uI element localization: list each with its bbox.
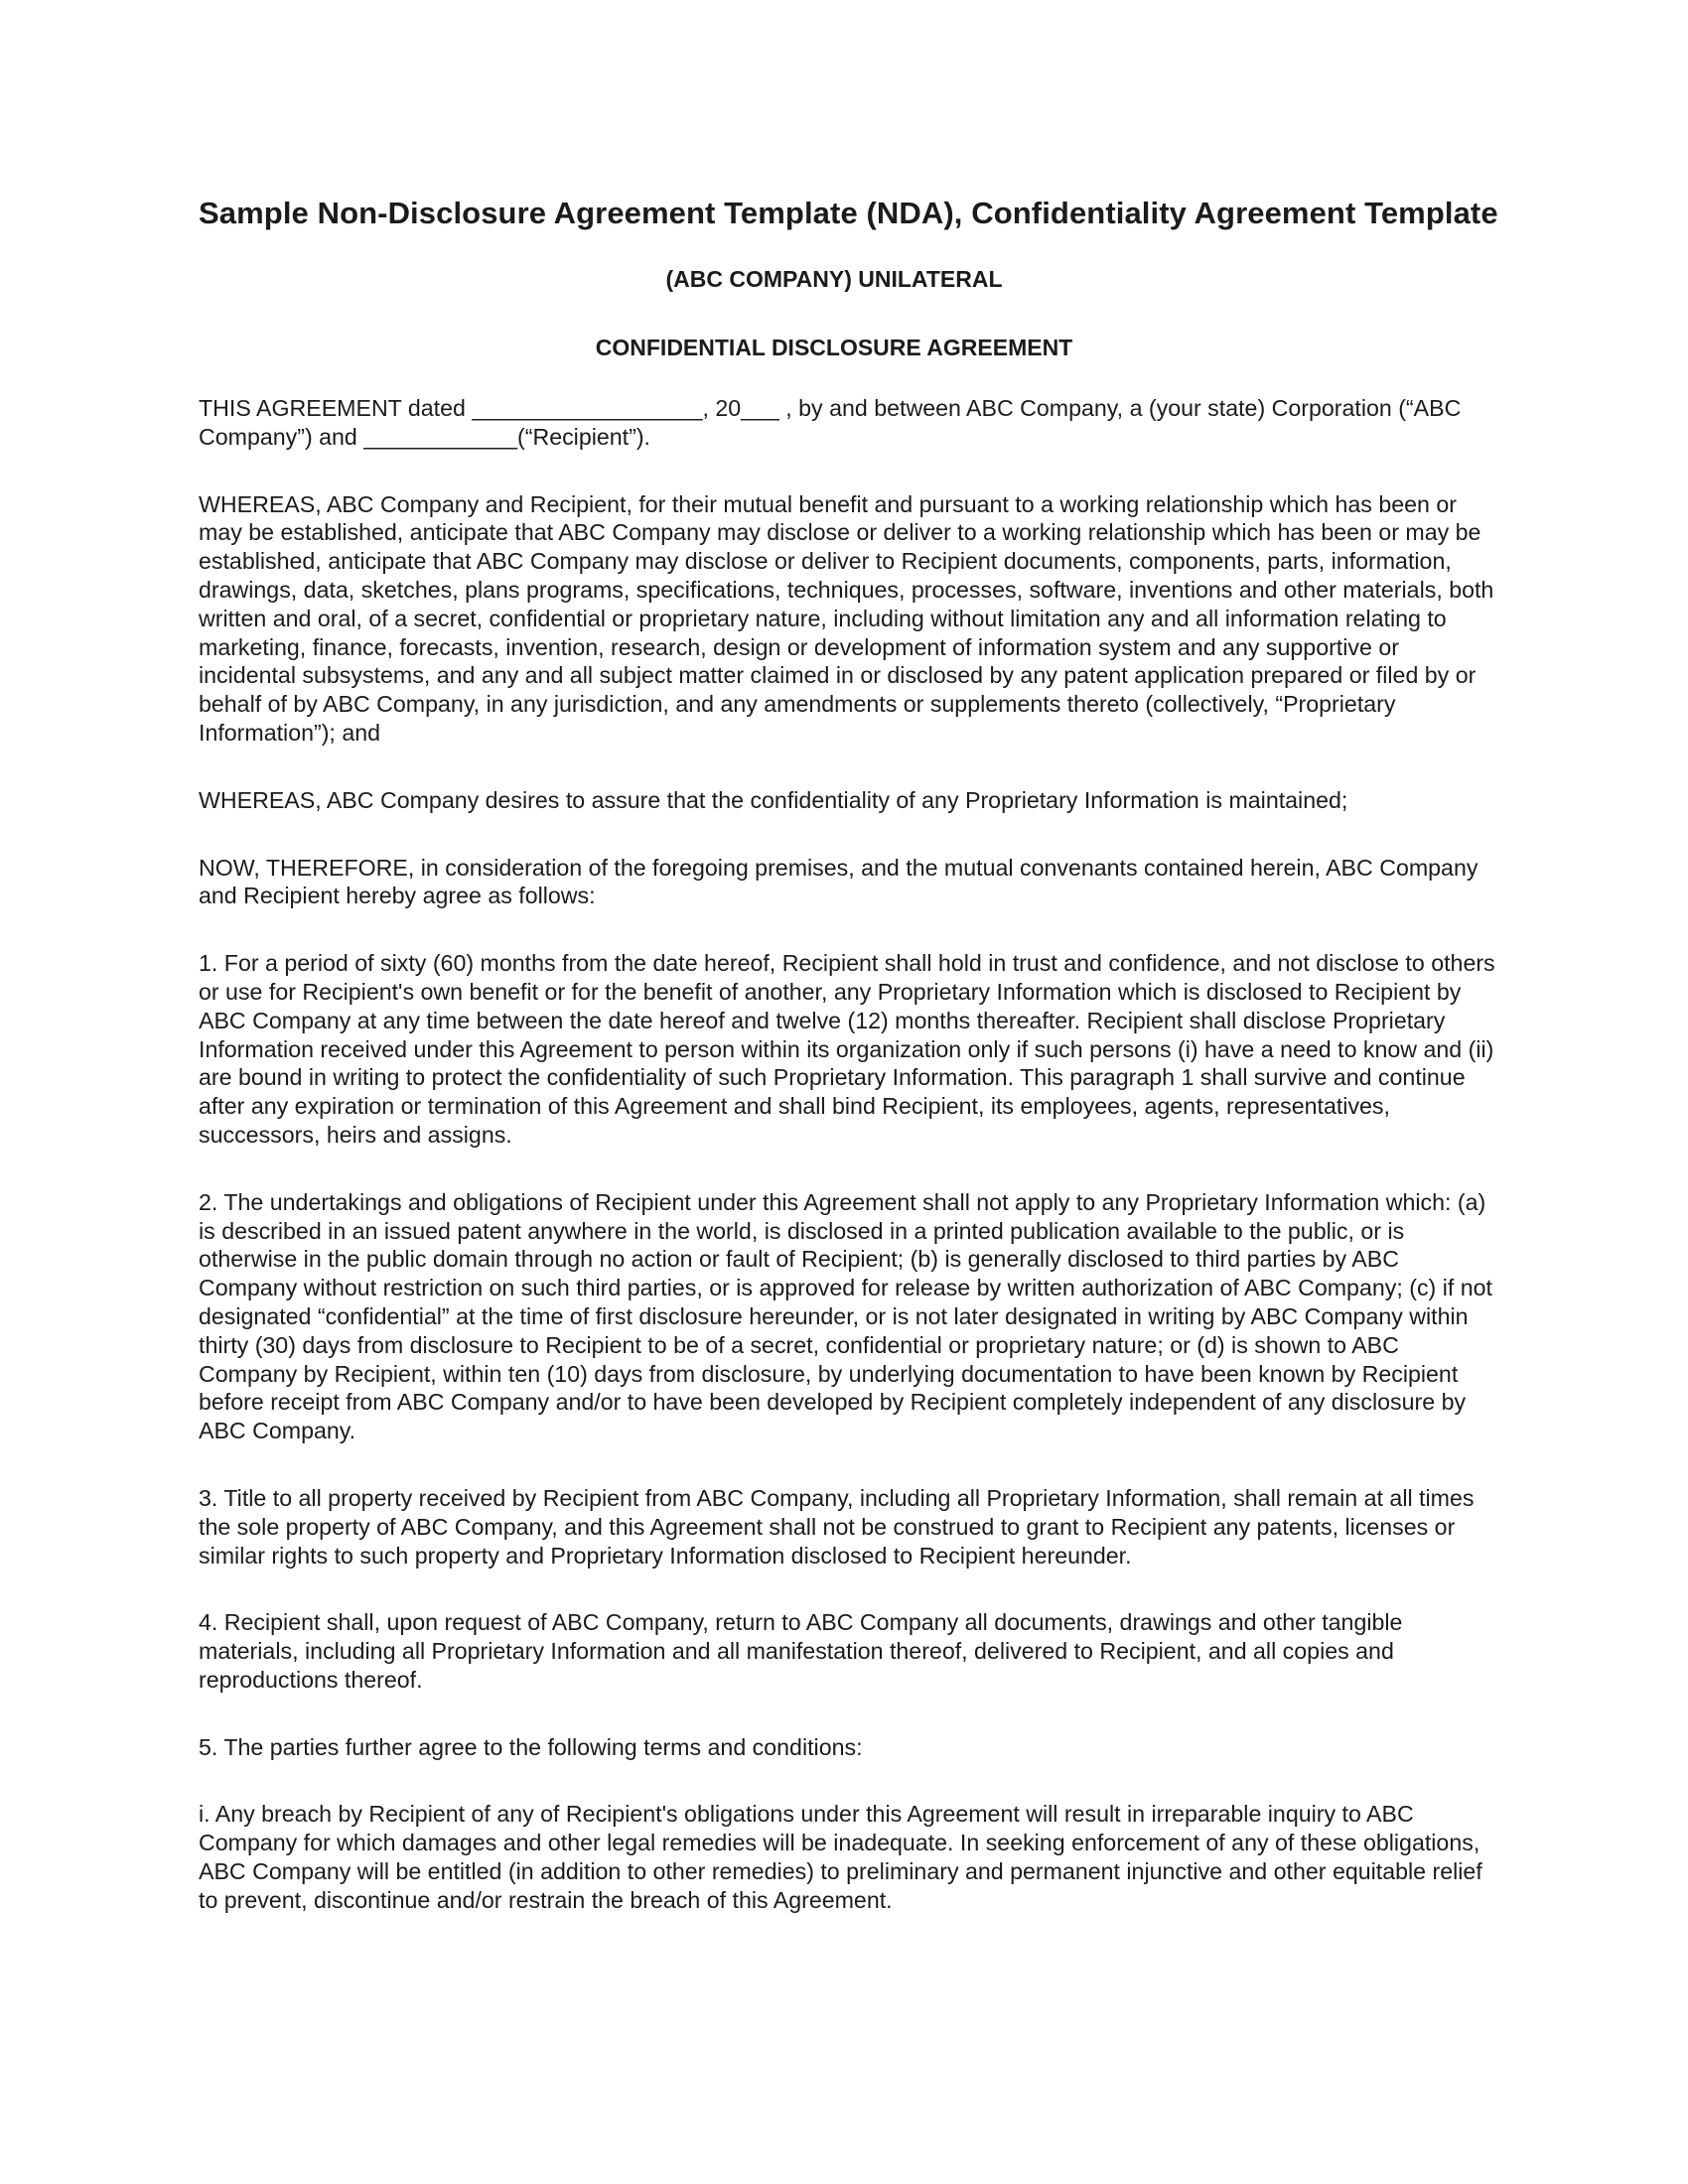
paragraph-clause-5-i: i. Any breach by Recipient of any of Recipient's obligations under this Agreement will result in irreparable inquiry to ABC Company for which damages and other legal remedies will be inadequate. In seeking enforcement of any of these obligations, ABC Company will be entitled (in addition to other remedies) to preliminary and permanent injunctive and other equitable relief to prevent, discontinue and/or restrain the breach of this Agreement.	[199, 1801, 1482, 1913]
document-title: Sample Non-Disclosure Agreement Template (NDA), Confidentiality Agreement Template	[199, 196, 1498, 230]
paragraph-clause-4: 4. Recipient shall, upon request of ABC Company, return to ABC Company all documents, drawings and other tangible materials, including all Proprietary Information and all manifestation thereof, delivered to Recipient, and all copies and reproductions thereof.	[199, 1609, 1403, 1693]
agreement-heading-confidential: CONFIDENTIAL DISCLOSURE AGREEMENT	[595, 335, 1073, 360]
paragraph-whereas-1: WHEREAS, ABC Company and Recipient, for their mutual benefit and pursuant to a working relationship which has been or may be established, anticipate that ABC Company may disclose or deliver to a working relationship which has been or may be established, anticipate that ABC Company may disclose or deliver to Recipient documents, components, parts, information, drawings, data, sketches, plans programs, specifications, techniques, processes, software, inventions and other materials, both written and oral, of a secret, confidential or proprietary nature, including without limitation any and all information relating to marketing, finance, forecasts, invention, research, design or development of information system and any supportive or incidental subsystems, and any and all subject matter claimed in or disclosed by any patent application prepared or filed by or behalf of by ABC Company, in any jurisdiction, and any amendments or supplements thereto (collectively, “Proprietary Information”); and	[199, 490, 1494, 746]
agreement-heading-unilateral: (ABC COMPANY) UNILATERAL	[665, 266, 1003, 292]
paragraph-clause-2: 2. The undertakings and obligations of Recipient under this Agreement shall not apply to any Proprietary Information which: (a) is described in an issued patent anywhere in the world, is disclosed in a printed publication available to the public, or is otherwise in the public domain through no action or fault of Recipient; (b) is generally disclosed to third parties by ABC Company without restriction on such third parties, or is approved for release by written authorization of ABC Company; (c) if not designated “confidential” at the time of first disclosure hereunder, or is not later designated in writing by ABC Company within thirty (30) days from disclosure to Recipient to be of a secret, confidential or proprietary nature; or (d) is shown to ABC Company by Recipient, within ten (10) days from disclosure, by underlying documentation to have been known by Recipient before receipt from ABC Company and/or to have been developed by Recipient completely independent of any disclosure by ABC Company.	[199, 1188, 1492, 1444]
document-page	[199, 195, 1499, 1954]
paragraph-clause-1: 1. For a period of sixty (60) months from the date hereof, Recipient shall hold in trust and confidence, and not disclose to others or use for Recipient's own benefit or for the benefit of another, any Proprietary Information which is disclosed to Recipient by ABC Company at any time between the date hereof and twelve (12) months thereafter. Recipient shall disclose Proprietary Information received under this Agreement to person within its organization only if such persons (i) have a need to know and (ii) are bound in writing to protect the confidentiality of such Proprietary Information. This paragraph 1 shall survive and continue after any expiration or termination of this Agreement and shall bind Recipient, its employees, agents, representatives, successors, heirs and assigns.	[199, 950, 1495, 1148]
paragraph-whereas-2: WHEREAS, ABC Company desires to assure that the confidentiality of any Proprietary Information is maintained;	[199, 786, 1348, 813]
paragraph-clause-5: 5. The parties further agree to the following terms and conditions:	[199, 1733, 863, 1760]
paragraph-clause-3: 3. Title to all property received by Recipient from ABC Company, including all Proprietary Information, shall remain at all times the sole property of ABC Company, and this Agreement shall not be construed to grant to Recipient any patents, licenses or similar rights to such property and Proprietary Information disclosed to Recipient hereunder.	[199, 1484, 1475, 1569]
paragraph-now-therefore: NOW, THEREFORE, in consideration of the foregoing premises, and the mutual convenants contained herein, ABC Company and Recipient hereby agree as follows:	[199, 854, 1478, 909]
paragraph-agreement-date: THIS AGREEMENT dated __________________, 20___ , by and between ABC Company, a (your state) Corporation (“ABC Company”) and ____________(“Recipient”).	[199, 395, 1462, 450]
